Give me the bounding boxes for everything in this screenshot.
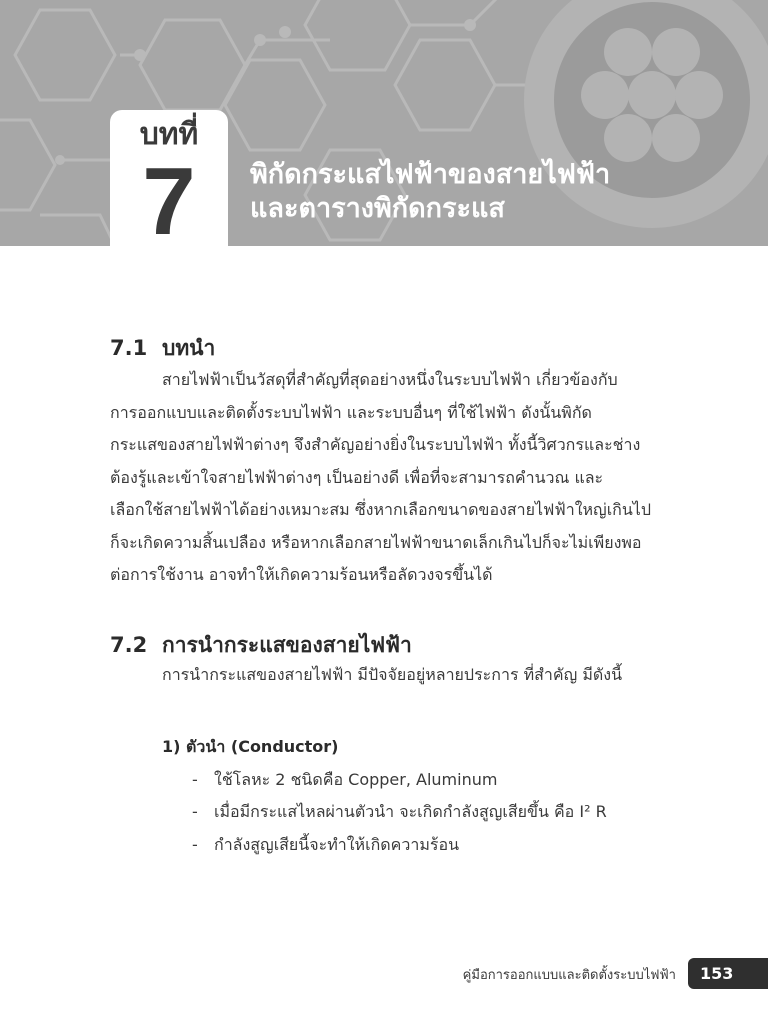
section-7-2-intro: การนำกระแสของสายไฟฟ้า มีปัจจัยอยู่หลายประการ ที่สำคัญ มีดังนี้ (162, 665, 623, 684)
bullet-text: กำลังสูญเสียนี้จะทำให้เกิดความร้อน (214, 835, 459, 854)
chapter-number: 7 (142, 148, 196, 255)
bullet-item (192, 800, 607, 825)
section-heading-7-1 (110, 332, 215, 365)
paragraph-line: ต้องรู้และเข้าใจสายไฟฟ้าต่างๆ เป็นอย่างดี เพื่อที่จะสามารถคำนวณ และ (110, 467, 604, 487)
section-number: 7.1 (110, 336, 148, 360)
paragraph-line: กระแสของสายไฟฟ้าต่างๆ จึงสำคัญอย่างยิ่งในระบบไฟฟ้า ทั้งนี้วิศวกรและช่าง (110, 435, 641, 454)
chapter-word: บทที่ (139, 117, 199, 152)
bullet-text: ใช้โลหะ 2 ชนิดคือ Copper, Aluminum (214, 770, 498, 789)
bullet-item (192, 833, 459, 858)
section-title: การนำกระแสของสายไฟฟ้า (162, 633, 412, 657)
chapter-label-box (110, 110, 228, 255)
page-number-badge: 153 (688, 958, 768, 989)
section-title: บทนำ (162, 336, 216, 360)
section-number: 7.2 (110, 633, 148, 657)
footer-book-title: คู่มือการออกแบบและติดตั้งระบบไฟฟ้า (462, 968, 676, 983)
paragraph-line: ก็จะเกิดความสิ้นเปลือง หรือหากเลือกสายไฟฟ้าขนาดเล็กเกินไปก็จะไม่เพียงพอ (110, 532, 642, 552)
bullet-dash: - (192, 802, 198, 821)
bullet-item (192, 768, 497, 793)
paragraph-line: ต่อการใช้งาน อาจทำให้เกิดความร้อนหรือลัดวงจรขึ้นได้ (110, 565, 493, 584)
bullet-text: เมื่อมีกระแสไหลผ่านตัวนำ จะเกิดกำลังสูญเสียขึ้น คือ I² R (214, 802, 607, 821)
paragraph-line: สายไฟฟ้าเป็นวัสดุที่สำคัญที่สุดอย่างหนึ่งในระบบไฟฟ้า เกี่ยวข้องกับ (162, 370, 618, 389)
paragraph-line: การออกแบบและติดตั้งระบบไฟฟ้า และระบบอื่นๆ ที่ใช้ไฟฟ้า ดังนั้นพิกัด (110, 402, 592, 422)
section-heading-7-2 (110, 629, 412, 662)
chapter-title (250, 158, 710, 226)
list-item-conductor: 1) ตัวนำ (Conductor) (162, 737, 339, 756)
chapter-title-line-1: พิกัดกระแสไฟฟ้าของสายไฟฟ้า (250, 159, 611, 190)
bullet-dash: - (192, 770, 198, 789)
bullet-dash: - (192, 835, 198, 854)
chapter-title-line-2: และตารางพิกัดกระแส (250, 193, 505, 224)
paragraph-line: เลือกใช้สายไฟฟ้าได้อย่างเหมาะสม ซึ่งหากเลือกขนาดของสายไฟฟ้าใหญ่เกินไป (110, 500, 651, 519)
section-7-1-paragraph (110, 364, 688, 592)
